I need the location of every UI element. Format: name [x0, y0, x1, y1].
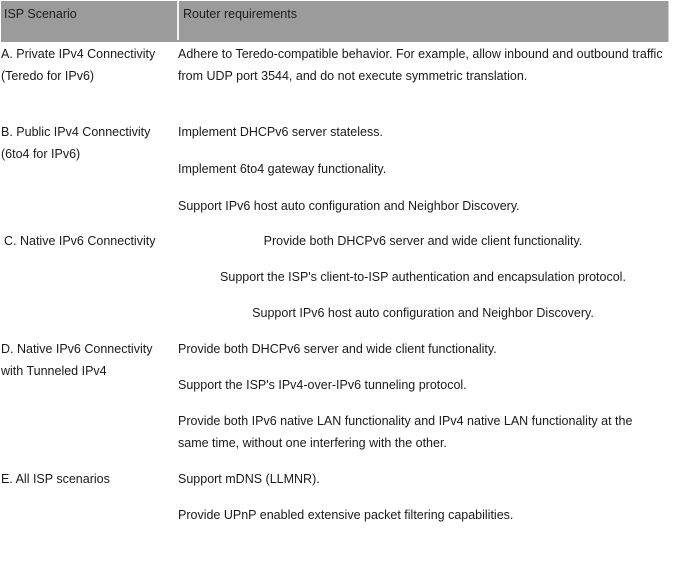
requirement-text: Adhere to Teredo-compatible behavior. For example, allow inbound and outbound traffic from UDP port 3544, and do not execute symmetric translation. — [178, 47, 663, 83]
requirement-text: Provide UPnP enabled extensive packet filtering capabilities. — [178, 508, 514, 522]
requirement-text: Support IPv6 host auto configuration and Neighbor Discovery. — [252, 306, 594, 320]
header-router-requirements: Router requirements — [183, 7, 297, 21]
requirement-text: Provide both DHCPv6 server and wide client functionality. — [178, 342, 497, 356]
scenario-cell: A. Private IPv4 Connectivity (Teredo for IPv6) — [1, 47, 156, 83]
requirement-text: Support mDNS (LLMNR). — [178, 472, 320, 486]
table-row — [0, 121, 675, 221]
header-divider — [177, 1, 179, 40]
header-isp-scenario: ISP Scenario — [4, 7, 77, 21]
requirement-text: Provide both IPv6 native LAN functionality and IPv4 native LAN functionality at the same time, without one interfering with the other. — [178, 414, 633, 450]
scenario-cell: D. Native IPv6 Connectivity with Tunneled IPv4 — [1, 342, 153, 378]
scenario-cell: E. All ISP scenarios — [1, 472, 110, 486]
requirement-text: Support the ISP's IPv4-over-IPv6 tunneling protocol. — [178, 378, 467, 392]
table-row — [0, 468, 675, 528]
table-row — [0, 338, 675, 458]
requirement-text: Support IPv6 host auto configuration and Neighbor Discovery. — [178, 199, 520, 213]
requirement-text: Provide both DHCPv6 server and wide client functionality. — [263, 234, 583, 248]
requirement-text: Implement DHCPv6 server stateless. — [178, 125, 383, 139]
scenario-cell: B. Public IPv4 Connectivity (6to4 for IPv6) — [1, 125, 151, 161]
table-row — [0, 43, 675, 113]
table-header — [1, 1, 669, 42]
table-row — [0, 230, 675, 330]
requirement-text: Support the ISP's client-to-ISP authentication and encapsulation protocol. — [220, 270, 626, 284]
requirement-text: Implement 6to4 gateway functionality. — [178, 162, 387, 176]
scenario-cell: C. Native IPv6 Connectivity — [4, 234, 156, 248]
